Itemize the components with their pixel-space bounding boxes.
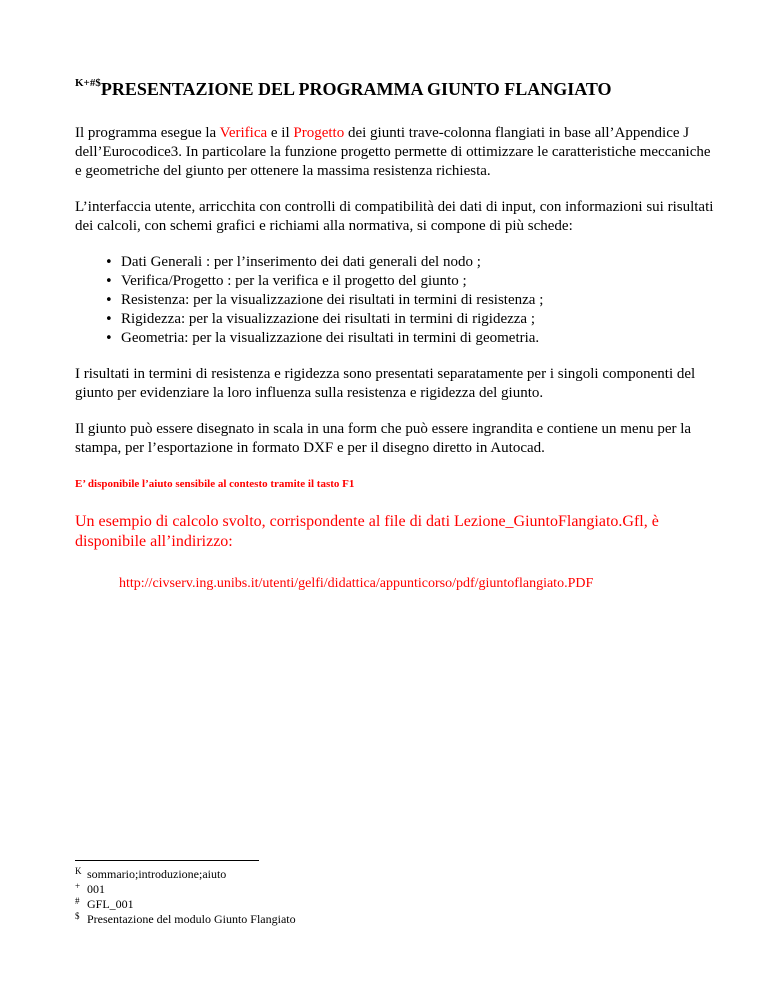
footnote-text: Presentazione del modulo Giunto Flangiato [87, 912, 296, 926]
bullet-icon: • [105, 331, 113, 346]
intro-text-2: e il [267, 125, 294, 141]
list-item [75, 291, 715, 310]
footnote [75, 897, 375, 912]
list-item-text: Rigidezza: per la visualizzazione dei risultati in termini di rigidezza ; [121, 311, 536, 327]
footnote-text: sommario;introduzione;aiuto [87, 867, 227, 881]
verifica-link[interactable]: Verifica [219, 125, 268, 141]
interface-paragraph: L’interfaccia utente, arricchita con controlli di compatibilità dei dati di input, con informazioni sui risultati dei calcoli, con schemi grafici e richiami alla normativa, si compone di più schede: [75, 199, 714, 234]
footnote [75, 912, 375, 927]
footnotes [75, 860, 375, 927]
example-paragraph: Un esempio di calcolo svolto, corrispondente al file di dati Lezione_GiuntoFlangiato.Gfl, è disponibile all’indirizzo: [75, 513, 659, 550]
footnote-mark: + [75, 881, 81, 891]
footnote-mark: $ [75, 911, 80, 921]
intro-paragraph [75, 124, 715, 181]
document-body [75, 78, 715, 593]
footnote [75, 882, 375, 897]
footnote-separator [75, 860, 259, 861]
results-paragraph: I risultati in termini di resistenza e rigidezza sono presentati separatamente per i singoli componenti del giunto per evidenziare la loro influenza sulla resistenza e rigidezza del giunto. [75, 366, 696, 401]
drawing-paragraph: Il giunto può essere disegnato in scala in una form che può essere ingrandita e contiene un menu per la stampa, per l’esportazione in formato DXF e per il disegno diretto in Autocad. [75, 421, 692, 456]
bullet-icon: • [105, 293, 113, 308]
feature-list [75, 253, 715, 348]
list-item-text: Geometria: per la visualizzazione dei risultati in termini di geometria. [121, 330, 540, 346]
footnote-mark: # [75, 896, 80, 906]
example-url-link[interactable]: http://civserv.ing.unibs.it/utenti/gelfi/didattica/appunticorso/pdf/giuntoflangiato.PDF [119, 576, 594, 591]
heading-footnote-marks: K+#$ [75, 77, 101, 89]
list-item-text: Dati Generali : per l’inserimento dei dati generali del nodo ; [121, 254, 481, 270]
progetto-link[interactable]: Progetto [293, 125, 345, 141]
list-item [75, 272, 715, 291]
footnote-text: GFL_001 [87, 897, 134, 911]
list-item-text: Verifica/Progetto : per la verifica e il progetto del giunto ; [121, 273, 467, 289]
list-item [75, 329, 715, 348]
footnote-mark: K [75, 866, 82, 876]
bullet-icon: • [105, 274, 113, 289]
list-item [75, 253, 715, 272]
footnote-text: 001 [87, 882, 105, 896]
intro-text-3: dei giunti trave-colonna flangiati in base all’Appendice J dell’Eurocodice3. In particolare la funzione progetto permette di ottimizzare le caratteristiche meccaniche e geometriche del giunto per ottenere la massima resistenza richiesta. [75, 125, 711, 179]
footnote [75, 867, 375, 882]
page-title: PRESENTAZIONE DEL PROGRAMMA GIUNTO FLANGIATO [100, 79, 612, 99]
help-note: E’ disponibile l’aiuto sensibile al contesto tramite il tasto F1 [75, 478, 355, 490]
list-item-text: Resistenza: per la visualizzazione dei risultati in termini di resistenza ; [121, 292, 544, 308]
heading [75, 78, 715, 102]
intro-text-1: Il programma esegue la [75, 125, 220, 141]
bullet-icon: • [105, 255, 113, 270]
bullet-icon: • [105, 312, 113, 327]
list-item [75, 310, 715, 329]
